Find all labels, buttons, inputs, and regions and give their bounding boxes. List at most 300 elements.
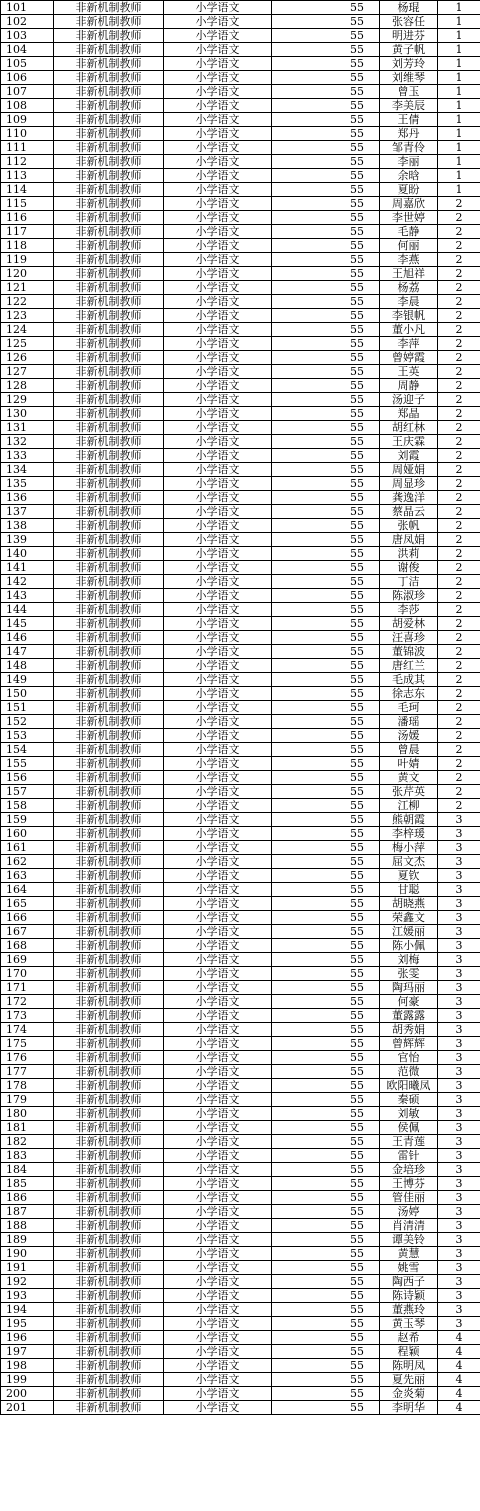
name-cell: 谢俊: [380, 561, 438, 575]
group-cell: 2: [438, 687, 480, 701]
score-cell: 55: [272, 421, 380, 435]
score-cell: 55: [272, 883, 380, 897]
score-cell: 55: [272, 589, 380, 603]
group-cell: 2: [438, 519, 480, 533]
name-cell: 汤婷: [380, 1205, 438, 1219]
row-number-cell: 101: [1, 1, 54, 15]
row-number-cell: 162: [1, 855, 54, 869]
subject-cell: 小学语文: [164, 197, 272, 211]
teacher-type-cell: 非新机制教师: [54, 1317, 164, 1331]
group-cell: 1: [438, 169, 480, 183]
teacher-type-cell: 非新机制教师: [54, 155, 164, 169]
row-number-cell: 170: [1, 967, 54, 981]
score-cell: 55: [272, 183, 380, 197]
teacher-type-cell: 非新机制教师: [54, 687, 164, 701]
subject-cell: 小学语文: [164, 113, 272, 127]
group-cell: 2: [438, 589, 480, 603]
table-row: [1, 631, 480, 645]
table-row: [1, 757, 480, 771]
subject-cell: 小学语文: [164, 1205, 272, 1219]
subject-cell: 小学语文: [164, 253, 272, 267]
subject-cell: 小学语文: [164, 1065, 272, 1079]
teacher-type-cell: 非新机制教师: [54, 1219, 164, 1233]
subject-cell: 小学语文: [164, 911, 272, 925]
group-cell: 3: [438, 1149, 480, 1163]
row-number-cell: 110: [1, 127, 54, 141]
row-number-cell: 108: [1, 99, 54, 113]
table-row: [1, 1373, 480, 1387]
row-number-cell: 168: [1, 939, 54, 953]
score-cell: 55: [272, 113, 380, 127]
score-cell: 55: [272, 155, 380, 169]
row-number-cell: 181: [1, 1121, 54, 1135]
group-cell: 3: [438, 1275, 480, 1289]
name-cell: 周嘉欣: [380, 197, 438, 211]
name-cell: 董燕玲: [380, 1303, 438, 1317]
teacher-type-cell: 非新机制教师: [54, 673, 164, 687]
table-row: [1, 855, 480, 869]
subject-cell: 小学语文: [164, 337, 272, 351]
subject-cell: 小学语文: [164, 1051, 272, 1065]
subject-cell: 小学语文: [164, 617, 272, 631]
group-cell: 1: [438, 1, 480, 15]
name-cell: 夏先丽: [380, 1373, 438, 1387]
teacher-type-cell: 非新机制教师: [54, 1303, 164, 1317]
table-row: [1, 1387, 480, 1401]
name-cell: 董锦波: [380, 645, 438, 659]
row-number-cell: 147: [1, 645, 54, 659]
row-number-cell: 143: [1, 589, 54, 603]
score-cell: 55: [272, 687, 380, 701]
group-cell: 2: [438, 617, 480, 631]
name-cell: 汤迎子: [380, 393, 438, 407]
row-number-cell: 124: [1, 323, 54, 337]
row-number-cell: 103: [1, 29, 54, 43]
score-cell: 55: [272, 631, 380, 645]
name-cell: 李美辰: [380, 99, 438, 113]
group-cell: 2: [438, 463, 480, 477]
teacher-type-cell: 非新机制教师: [54, 477, 164, 491]
subject-cell: 小学语文: [164, 365, 272, 379]
teacher-type-cell: 非新机制教师: [54, 15, 164, 29]
score-cell: 55: [272, 645, 380, 659]
subject-cell: 小学语文: [164, 883, 272, 897]
teacher-type-cell: 非新机制教师: [54, 169, 164, 183]
table-row: [1, 603, 480, 617]
row-number-cell: 196: [1, 1331, 54, 1345]
row-number-cell: 131: [1, 421, 54, 435]
score-cell: 55: [272, 911, 380, 925]
name-cell: 王英: [380, 365, 438, 379]
name-cell: 张帆: [380, 519, 438, 533]
subject-cell: 小学语文: [164, 239, 272, 253]
group-cell: 3: [438, 1121, 480, 1135]
row-number-cell: 188: [1, 1219, 54, 1233]
subject-cell: 小学语文: [164, 1023, 272, 1037]
subject-cell: 小学语文: [164, 169, 272, 183]
row-number-cell: 186: [1, 1191, 54, 1205]
score-cell: 55: [272, 1009, 380, 1023]
subject-cell: 小学语文: [164, 1359, 272, 1373]
row-number-cell: 176: [1, 1051, 54, 1065]
group-cell: 3: [438, 995, 480, 1009]
row-number-cell: 158: [1, 799, 54, 813]
name-cell: 毛静: [380, 225, 438, 239]
group-cell: 2: [438, 365, 480, 379]
row-number-cell: 180: [1, 1107, 54, 1121]
name-cell: 荣鑫文: [380, 911, 438, 925]
teacher-type-cell: 非新机制教师: [54, 841, 164, 855]
group-cell: 2: [438, 393, 480, 407]
subject-cell: 小学语文: [164, 519, 272, 533]
name-cell: 杨琨: [380, 1, 438, 15]
teacher-type-cell: 非新机制教师: [54, 99, 164, 113]
row-number-cell: 138: [1, 519, 54, 533]
subject-cell: 小学语文: [164, 1345, 272, 1359]
score-cell: 55: [272, 323, 380, 337]
name-cell: 王庆霖: [380, 435, 438, 449]
name-cell: 董小凡: [380, 323, 438, 337]
group-cell: 1: [438, 99, 480, 113]
name-cell: 余晗: [380, 169, 438, 183]
group-cell: 2: [438, 771, 480, 785]
subject-cell: 小学语文: [164, 407, 272, 421]
name-cell: 胡秀娟: [380, 1023, 438, 1037]
table-row: [1, 883, 480, 897]
name-cell: 郑晶: [380, 407, 438, 421]
score-cell: 55: [272, 897, 380, 911]
group-cell: 2: [438, 295, 480, 309]
score-cell: 55: [272, 869, 380, 883]
score-cell: 55: [272, 547, 380, 561]
subject-cell: 小学语文: [164, 813, 272, 827]
score-cell: 55: [272, 505, 380, 519]
group-cell: 2: [438, 449, 480, 463]
name-cell: 王旭祥: [380, 267, 438, 281]
group-cell: 2: [438, 239, 480, 253]
score-cell: 55: [272, 1247, 380, 1261]
teacher-type-cell: 非新机制教师: [54, 981, 164, 995]
row-number-cell: 104: [1, 43, 54, 57]
teacher-type-cell: 非新机制教师: [54, 519, 164, 533]
score-cell: 55: [272, 603, 380, 617]
group-cell: 3: [438, 981, 480, 995]
name-cell: 欧阳曦凤: [380, 1079, 438, 1093]
group-cell: 1: [438, 183, 480, 197]
subject-cell: 小学语文: [164, 141, 272, 155]
score-cell: 55: [272, 141, 380, 155]
teacher-type-cell: 非新机制教师: [54, 1009, 164, 1023]
score-cell: 55: [272, 771, 380, 785]
teacher-type-cell: 非新机制教师: [54, 323, 164, 337]
score-cell: 55: [272, 1345, 380, 1359]
table-row: [1, 1331, 480, 1345]
row-number-cell: 132: [1, 435, 54, 449]
subject-cell: 小学语文: [164, 995, 272, 1009]
row-number-cell: 141: [1, 561, 54, 575]
table-row: [1, 869, 480, 883]
table-row: [1, 561, 480, 575]
group-cell: 3: [438, 897, 480, 911]
teacher-type-cell: 非新机制教师: [54, 505, 164, 519]
teacher-type-cell: 非新机制教师: [54, 1093, 164, 1107]
score-cell: 55: [272, 939, 380, 953]
teacher-type-cell: 非新机制教师: [54, 547, 164, 561]
table-row: [1, 827, 480, 841]
row-number-cell: 139: [1, 533, 54, 547]
score-cell: 55: [272, 981, 380, 995]
group-cell: 2: [438, 379, 480, 393]
score-cell: 55: [272, 99, 380, 113]
table-row: [1, 547, 480, 561]
teacher-type-cell: 非新机制教师: [54, 925, 164, 939]
subject-cell: 小学语文: [164, 15, 272, 29]
teacher-type-cell: 非新机制教师: [54, 365, 164, 379]
row-number-cell: 142: [1, 575, 54, 589]
teacher-type-cell: 非新机制教师: [54, 1275, 164, 1289]
score-cell: 55: [272, 1191, 380, 1205]
group-cell: 2: [438, 225, 480, 239]
subject-cell: 小学语文: [164, 729, 272, 743]
name-cell: 王博芬: [380, 1177, 438, 1191]
row-number-cell: 198: [1, 1359, 54, 1373]
teacher-type-cell: 非新机制教师: [54, 1051, 164, 1065]
name-cell: 龚逸洋: [380, 491, 438, 505]
row-number-cell: 173: [1, 1009, 54, 1023]
score-cell: 55: [272, 575, 380, 589]
score-cell: 55: [272, 407, 380, 421]
teacher-type-cell: 非新机制教师: [54, 1163, 164, 1177]
group-cell: 3: [438, 1261, 480, 1275]
name-cell: 夏盼: [380, 183, 438, 197]
name-cell: 杨荔: [380, 281, 438, 295]
score-cell: 55: [272, 127, 380, 141]
subject-cell: 小学语文: [164, 127, 272, 141]
subject-cell: 小学语文: [164, 1289, 272, 1303]
name-cell: 陈诗颖: [380, 1289, 438, 1303]
table-row: [1, 1401, 480, 1415]
name-cell: 丁洁: [380, 575, 438, 589]
teacher-type-cell: 非新机制教师: [54, 463, 164, 477]
table-row: [1, 351, 480, 365]
row-number-cell: 145: [1, 617, 54, 631]
score-cell: 55: [272, 281, 380, 295]
score-cell: 55: [272, 1023, 380, 1037]
table-row: [1, 533, 480, 547]
group-cell: 2: [438, 701, 480, 715]
table-row: [1, 1233, 480, 1247]
table-row: [1, 309, 480, 323]
group-cell: 2: [438, 323, 480, 337]
group-cell: 3: [438, 1177, 480, 1191]
row-number-cell: 148: [1, 659, 54, 673]
table-row: [1, 715, 480, 729]
group-cell: 2: [438, 477, 480, 491]
teacher-type-cell: 非新机制教师: [54, 379, 164, 393]
row-number-cell: 152: [1, 715, 54, 729]
table-row: [1, 1121, 480, 1135]
table-row: [1, 1205, 480, 1219]
table-row: [1, 673, 480, 687]
row-number-cell: 177: [1, 1065, 54, 1079]
table-row: [1, 813, 480, 827]
row-number-cell: 164: [1, 883, 54, 897]
table-row: [1, 967, 480, 981]
table-row: [1, 71, 480, 85]
table-row: [1, 1107, 480, 1121]
row-number-cell: 128: [1, 379, 54, 393]
row-number-cell: 174: [1, 1023, 54, 1037]
row-number-cell: 183: [1, 1149, 54, 1163]
score-cell: 55: [272, 463, 380, 477]
score-cell: 55: [272, 57, 380, 71]
subject-cell: 小学语文: [164, 701, 272, 715]
score-cell: 55: [272, 1121, 380, 1135]
table-row: [1, 1149, 480, 1163]
row-number-cell: 113: [1, 169, 54, 183]
row-number-cell: 130: [1, 407, 54, 421]
row-number-cell: 175: [1, 1037, 54, 1051]
subject-cell: 小学语文: [164, 1009, 272, 1023]
subject-cell: 小学语文: [164, 155, 272, 169]
subject-cell: 小学语文: [164, 99, 272, 113]
name-cell: 黄慧: [380, 1247, 438, 1261]
table-row: [1, 1289, 480, 1303]
score-cell: 55: [272, 953, 380, 967]
teacher-type-cell: 非新机制教师: [54, 1205, 164, 1219]
table-row: [1, 43, 480, 57]
score-cell: 55: [272, 379, 380, 393]
group-cell: 3: [438, 1065, 480, 1079]
table-row: [1, 211, 480, 225]
name-cell: 夏钦: [380, 869, 438, 883]
subject-cell: 小学语文: [164, 1261, 272, 1275]
subject-cell: 小学语文: [164, 449, 272, 463]
group-cell: 4: [438, 1373, 480, 1387]
teacher-type-cell: 非新机制教师: [54, 883, 164, 897]
group-cell: 3: [438, 1289, 480, 1303]
score-cell: 55: [272, 1317, 380, 1331]
score-cell: 55: [272, 715, 380, 729]
group-cell: 3: [438, 1233, 480, 1247]
table-row: [1, 925, 480, 939]
subject-cell: 小学语文: [164, 547, 272, 561]
teacher-type-cell: 非新机制教师: [54, 1261, 164, 1275]
subject-cell: 小学语文: [164, 673, 272, 687]
group-cell: 1: [438, 85, 480, 99]
score-cell: 55: [272, 1359, 380, 1373]
name-cell: 张容任: [380, 15, 438, 29]
name-cell: 刘梅: [380, 953, 438, 967]
subject-cell: 小学语文: [164, 603, 272, 617]
subject-cell: 小学语文: [164, 1177, 272, 1191]
row-number-cell: 189: [1, 1233, 54, 1247]
name-cell: 洪莉: [380, 547, 438, 561]
row-number-cell: 123: [1, 309, 54, 323]
group-cell: 3: [438, 1191, 480, 1205]
row-number-cell: 118: [1, 239, 54, 253]
table-row: [1, 323, 480, 337]
name-cell: 黄玉琴: [380, 1317, 438, 1331]
table-row: [1, 141, 480, 155]
row-number-cell: 122: [1, 295, 54, 309]
table-row: [1, 897, 480, 911]
group-cell: 3: [438, 1135, 480, 1149]
subject-cell: 小学语文: [164, 1387, 272, 1401]
name-cell: 李丽: [380, 155, 438, 169]
subject-cell: 小学语文: [164, 953, 272, 967]
row-number-cell: 201: [1, 1401, 54, 1415]
name-cell: 熊朝霞: [380, 813, 438, 827]
name-cell: 郑丹: [380, 127, 438, 141]
score-cell: 55: [272, 519, 380, 533]
score-cell: 55: [272, 757, 380, 771]
group-cell: 3: [438, 911, 480, 925]
score-cell: 55: [272, 365, 380, 379]
subject-cell: 小学语文: [164, 967, 272, 981]
row-number-cell: 135: [1, 477, 54, 491]
table-row: [1, 981, 480, 995]
subject-cell: 小学语文: [164, 533, 272, 547]
teacher-type-cell: 非新机制教师: [54, 113, 164, 127]
group-cell: 3: [438, 827, 480, 841]
name-cell: 刘霞: [380, 449, 438, 463]
subject-cell: 小学语文: [164, 799, 272, 813]
group-cell: 2: [438, 659, 480, 673]
score-cell: 55: [272, 15, 380, 29]
score-cell: 55: [272, 225, 380, 239]
row-number-cell: 192: [1, 1275, 54, 1289]
name-cell: 陈明凤: [380, 1359, 438, 1373]
teacher-type-cell: 非新机制教师: [54, 855, 164, 869]
table-row: [1, 617, 480, 631]
row-number-cell: 126: [1, 351, 54, 365]
row-number-cell: 155: [1, 757, 54, 771]
table-row: [1, 939, 480, 953]
name-cell: 潘瑶: [380, 715, 438, 729]
group-cell: 4: [438, 1387, 480, 1401]
subject-cell: 小学语文: [164, 645, 272, 659]
teacher-type-cell: 非新机制教师: [54, 645, 164, 659]
group-cell: 3: [438, 1163, 480, 1177]
score-cell: 55: [272, 1233, 380, 1247]
row-number-cell: 109: [1, 113, 54, 127]
name-cell: 周娅娟: [380, 463, 438, 477]
teacher-type-cell: 非新机制教师: [54, 43, 164, 57]
name-cell: 胡晓燕: [380, 897, 438, 911]
teacher-type-cell: 非新机制教师: [54, 393, 164, 407]
table-row: [1, 1345, 480, 1359]
row-number-cell: 125: [1, 337, 54, 351]
row-number-cell: 151: [1, 701, 54, 715]
name-cell: 屈文杰: [380, 855, 438, 869]
subject-cell: 小学语文: [164, 925, 272, 939]
teacher-type-cell: 非新机制教师: [54, 351, 164, 365]
teacher-type-cell: 非新机制教师: [54, 939, 164, 953]
group-cell: 2: [438, 337, 480, 351]
group-cell: 3: [438, 1009, 480, 1023]
table-row: [1, 183, 480, 197]
group-cell: 2: [438, 281, 480, 295]
row-number-cell: 182: [1, 1135, 54, 1149]
subject-cell: 小学语文: [164, 1191, 272, 1205]
teacher-type-cell: 非新机制教师: [54, 1065, 164, 1079]
score-cell: 55: [272, 295, 380, 309]
teacher-type-cell: 非新机制教师: [54, 617, 164, 631]
score-cell: 55: [272, 925, 380, 939]
group-cell: 2: [438, 575, 480, 589]
teacher-type-cell: 非新机制教师: [54, 253, 164, 267]
